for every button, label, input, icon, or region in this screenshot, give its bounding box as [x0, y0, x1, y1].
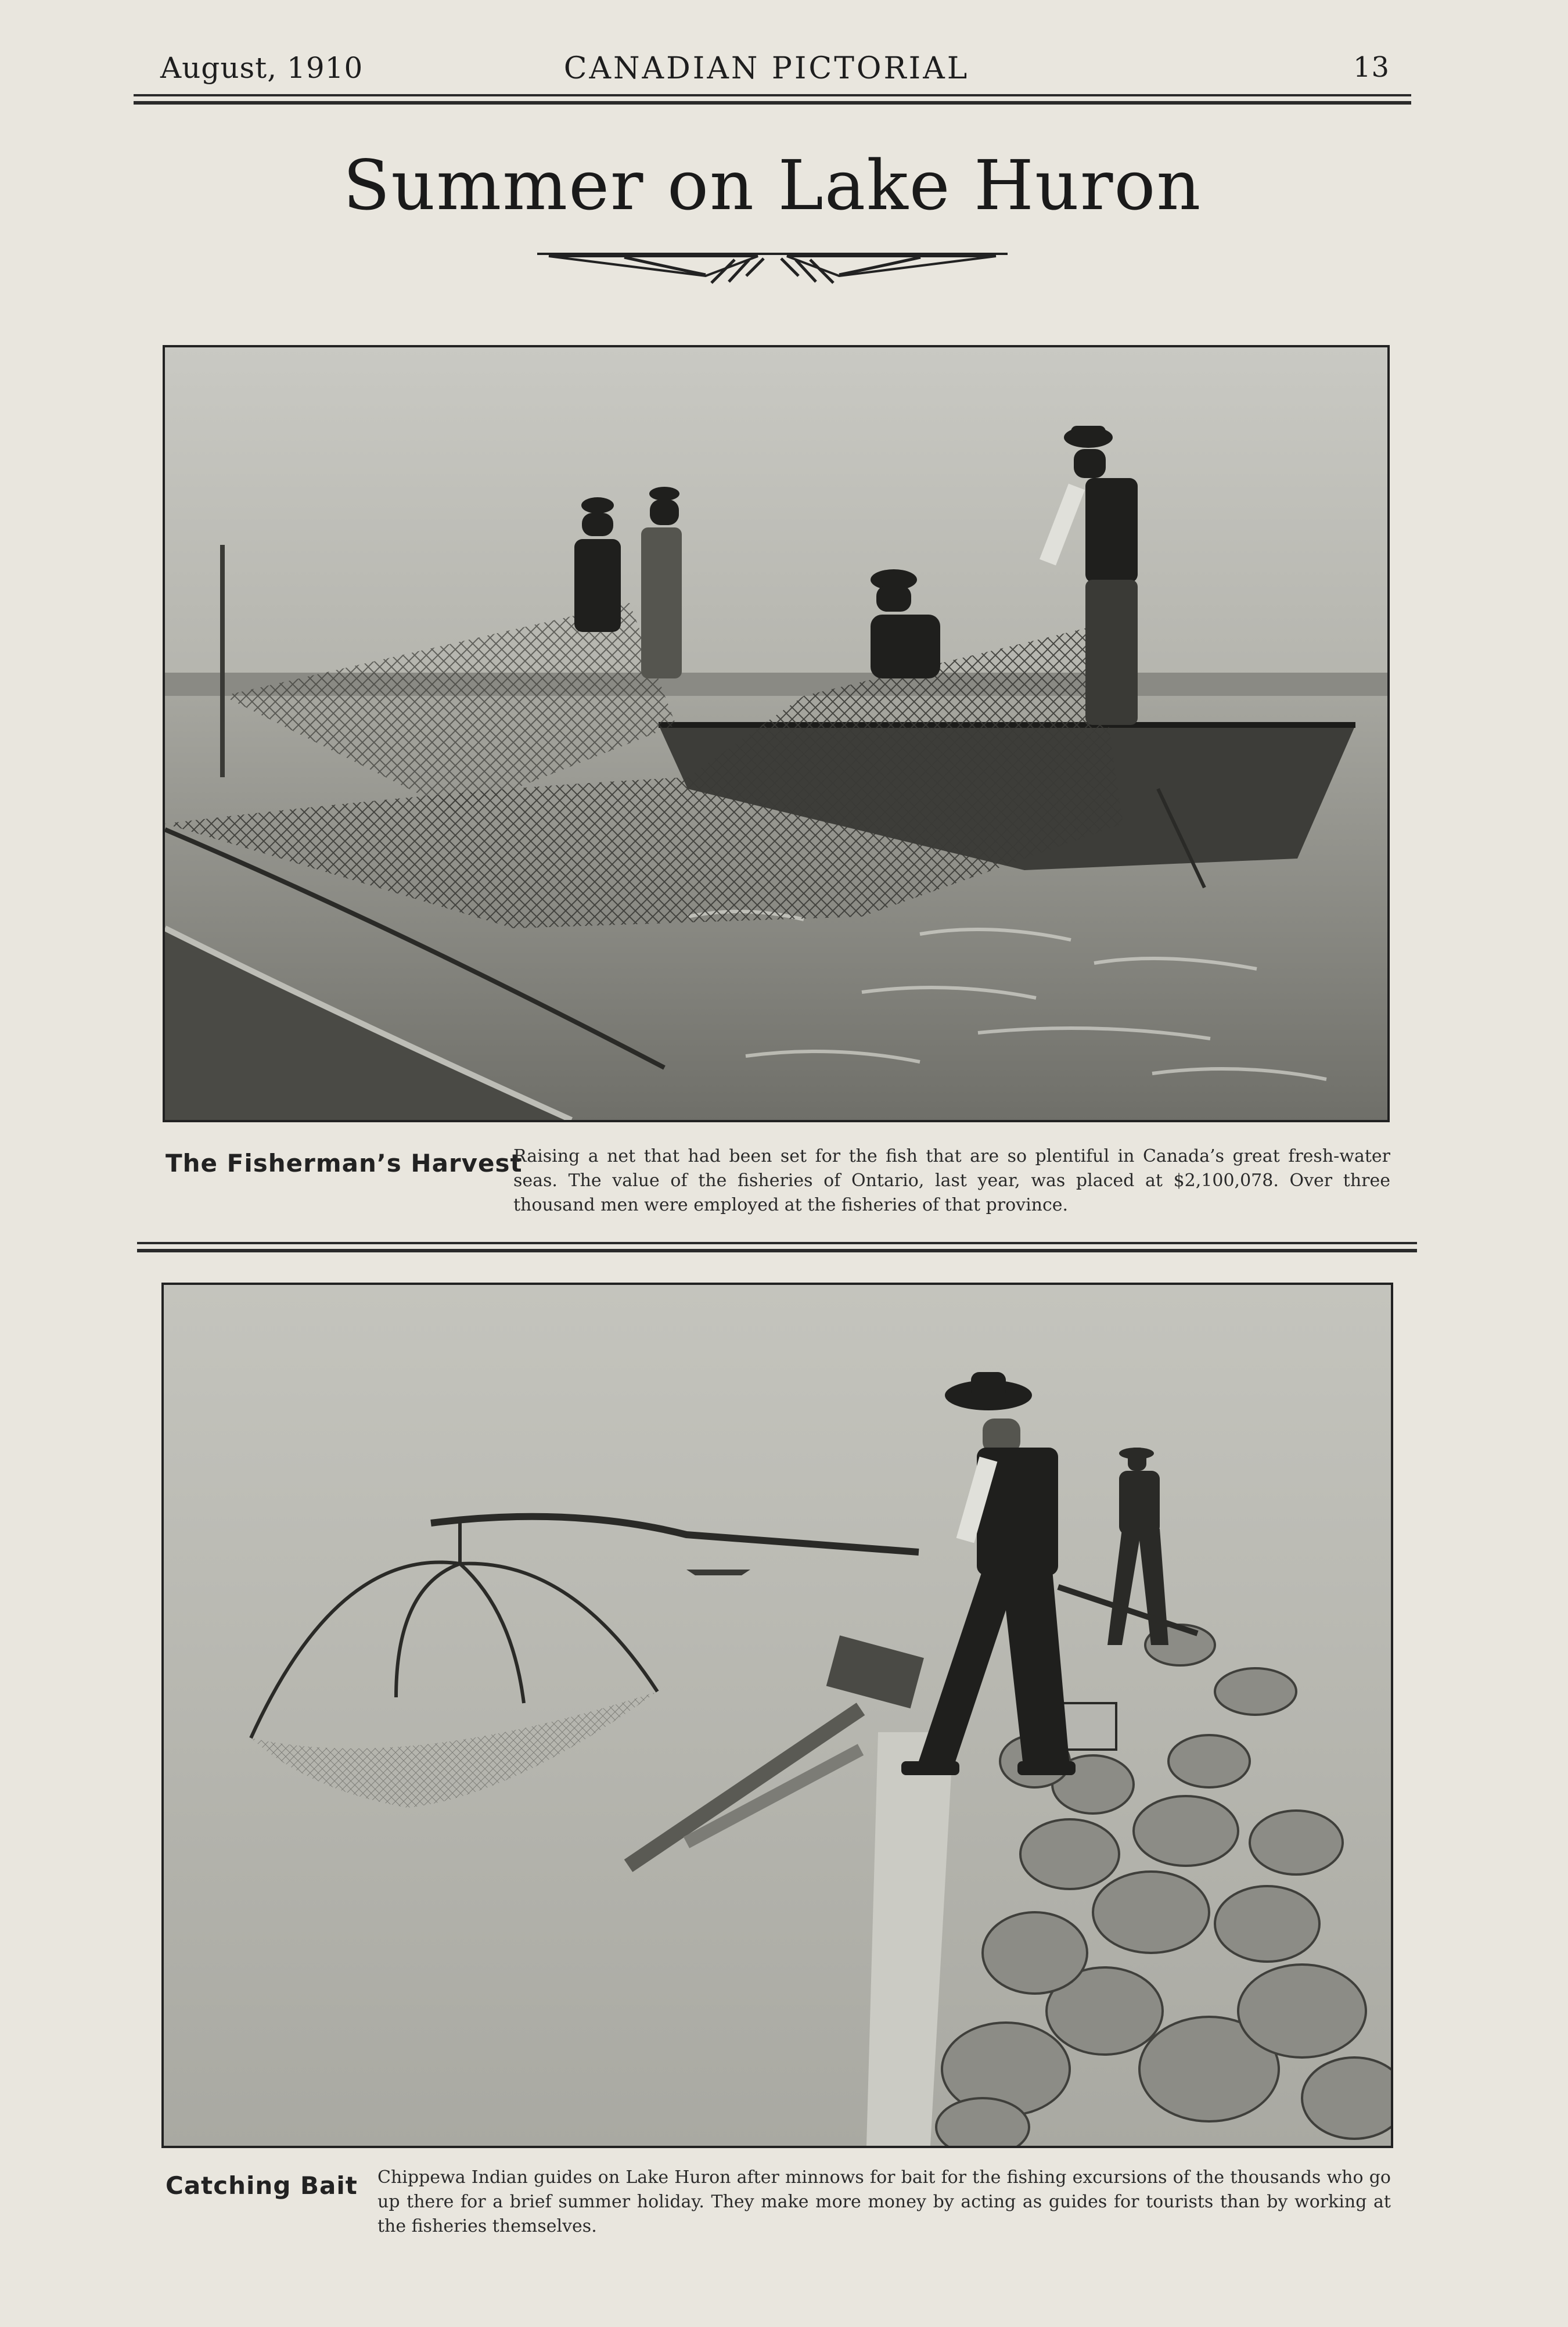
photo-catching-bait — [161, 1283, 1393, 2148]
section-rule-bottom — [137, 1249, 1417, 1252]
page-number: 13 — [1353, 51, 1390, 84]
section-rule-top — [137, 1242, 1417, 1244]
photo-fishermans-harvest — [163, 345, 1390, 1122]
caption-title-fishermans-harvest: The Fisherman’s Harvest — [166, 1149, 523, 1177]
header-rule-top — [134, 94, 1411, 96]
caption-text-catching-bait: Chippewa Indian guides on Lake Huron after minnows for bait for the fishing excursions of the thousands who go up there for a brief summer holiday. They make more money by acting as guides for tourists than by working at the fisheries themselves. — [377, 2167, 1391, 2236]
caption-text-fishermans-harvest: Raising a net that had been set for the fish that are so plentiful in Canada’s great fresh-water seas. The value of the fisheries of Ontario, last year, was placed at $2,100,078. Over three thousand men were employed at the fisheries of that province. — [513, 1146, 1390, 1215]
issue-date: August, 1910 — [160, 51, 364, 85]
publication-name: CANADIAN PICTORIAL — [563, 51, 970, 86]
header-rule-bottom — [134, 101, 1411, 105]
article-title: Summer on Lake Huron — [343, 145, 1202, 225]
title-ornament — [537, 241, 1008, 290]
caption-title-catching-bait: Catching Bait — [166, 2171, 358, 2200]
